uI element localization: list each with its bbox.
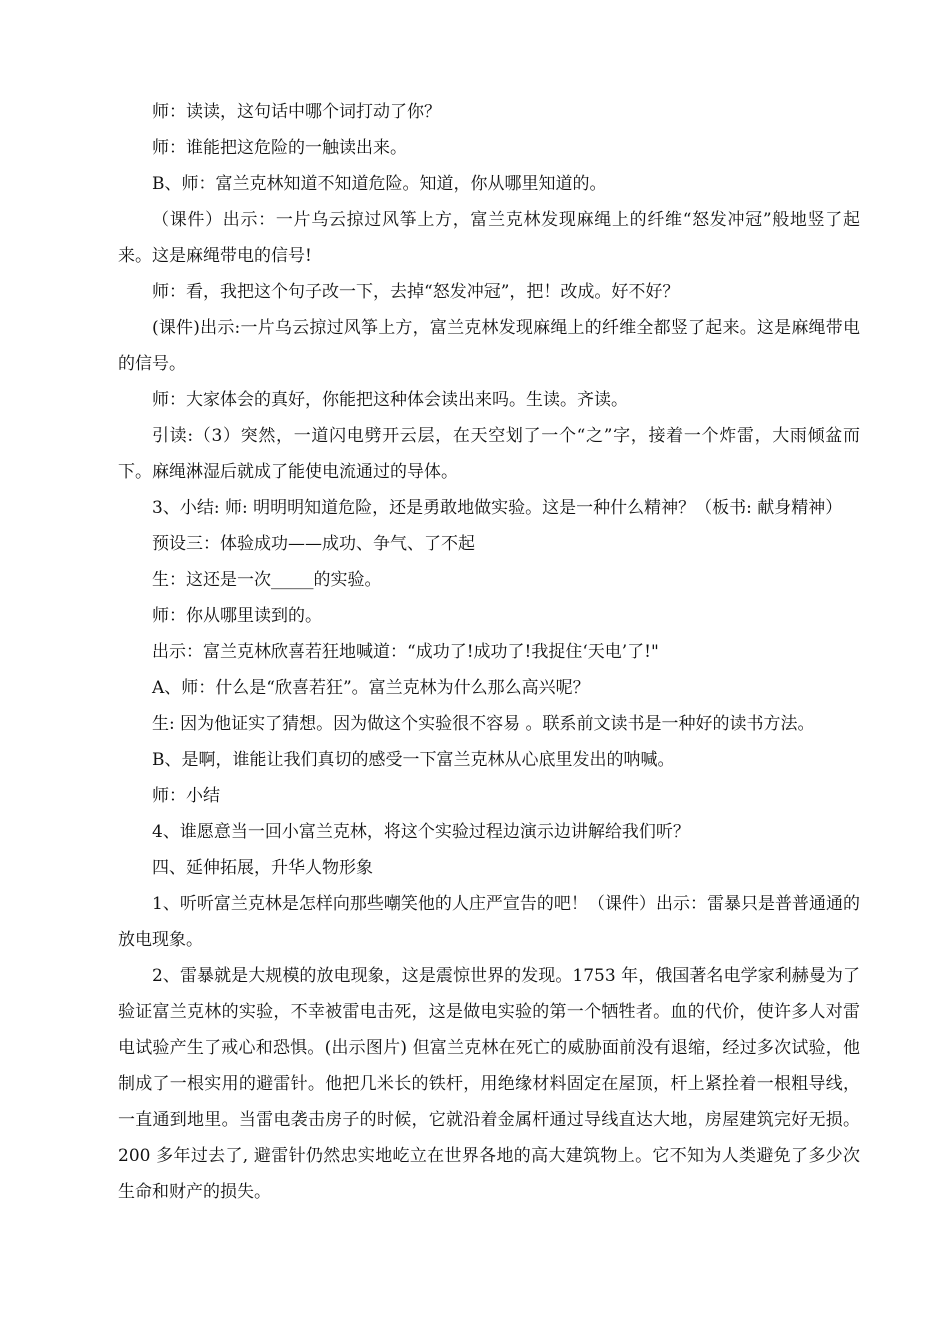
paragraph-17: 师：小结 (152, 786, 220, 806)
paragraph-1: 师：读读，这句话中哪个词打动了你？ (152, 102, 441, 122)
paragraph-9: 3、小结: 师: 明明明知道危险，还是勇敢地做实验。这是一种什么精神？（板书: 献身精神） (152, 498, 843, 518)
paragraph-21: 2、雷暴就是大规模的放电现象，这是震惊世界的发现。1753 年，俄国著名电学家利赫曼为了验证富兰克林的实验，不幸被雷电击死，这是做电实验的第一个牺牲者。血的代价，使许多人对雷电试验产生了戒心和恐惧。(出示图片) 但富兰克林在死亡的威胁面前没有退缩，经过多次试验，他制成了一根实用的避雷针。他把几米长的铁杆，用绝缘材料固定在屋顶，杆上紧拴着一根粗导线，一直通到地里。当雷电袭击房子的时候，它就沿着金属杆通过导线直达大地，房屋建筑完好无损。200 多年过去了, 避雷针仍然忠实地屹立在世界各地的高大建筑物上。它不知为人类避免了多少次生命和财产的损失。 (118, 966, 860, 1202)
paragraph-12: 师：你从哪里读到的。 (152, 606, 322, 626)
paragraph-20: 1、听听富兰克林是怎样向那些嘲笑他的人庄严宣告的吧！（课件）出示：雷暴只是普普通通的放电现象。 (118, 894, 860, 950)
document-page (118, 94, 860, 1210)
paragraph-4: （课件）出示：一片乌云掠过风筝上方，富兰克林发现麻绳上的纤维“怒发冲冠”般地竖了起来。这是麻绳带电的信号! (118, 210, 860, 266)
paragraph-13: 出示：富兰克林欣喜若狂地喊道：“成功了!成功了!我捉住‘天电’了!" (152, 642, 659, 662)
paragraph-10: 预设三：体验成功——成功、争气、了不起 (152, 534, 475, 554)
paragraph-18: 4、谁愿意当一回小富兰克林，将这个实验过程边演示边讲解给我们听？ (152, 822, 690, 842)
paragraph-15: 生: 因为他证实了猜想。因为做这个实验很不容易 。联系前文读书是一种好的读书方法。 (152, 714, 815, 734)
section-heading: 四、延伸拓展，升华人物形象 (152, 858, 373, 878)
paragraph-16: B、是啊，谁能让我们真切的感受一下富兰克林从心底里发出的呐喊。 (152, 750, 675, 770)
paragraph-8: 引读:（3）突然，一道闪电劈开云层，在天空划了一个“之”字，接着一个炸雷，大雨倾盆而下。麻绳淋湿后就成了能使电流通过的导体。 (118, 426, 860, 482)
paragraph-11: 生：这还是一次_____的实验。 (152, 570, 382, 590)
paragraph-7: 师：大家体会的真好，你能把这种体会读出来吗。生读。齐读。 (152, 390, 628, 410)
paragraph-3: B、师：富兰克林知道不知道危险。知道，你从哪里知道的。 (152, 174, 607, 194)
paragraph-5: 师：看，我把这个句子改一下，去掉“怒发冲冠”，把！改成。好不好？ (152, 282, 680, 302)
paragraph-2: 师：谁能把这危险的一触读出来。 (152, 138, 407, 158)
paragraph-6: (课件)出示:一片乌云掠过风筝上方，富兰克林发现麻绳上的纤维全都竖了起来。这是麻绳带电的信号。 (118, 318, 860, 374)
paragraph-14: A、师：什么是“欣喜若狂”。富兰克林为什么那么高兴呢？ (152, 678, 590, 698)
